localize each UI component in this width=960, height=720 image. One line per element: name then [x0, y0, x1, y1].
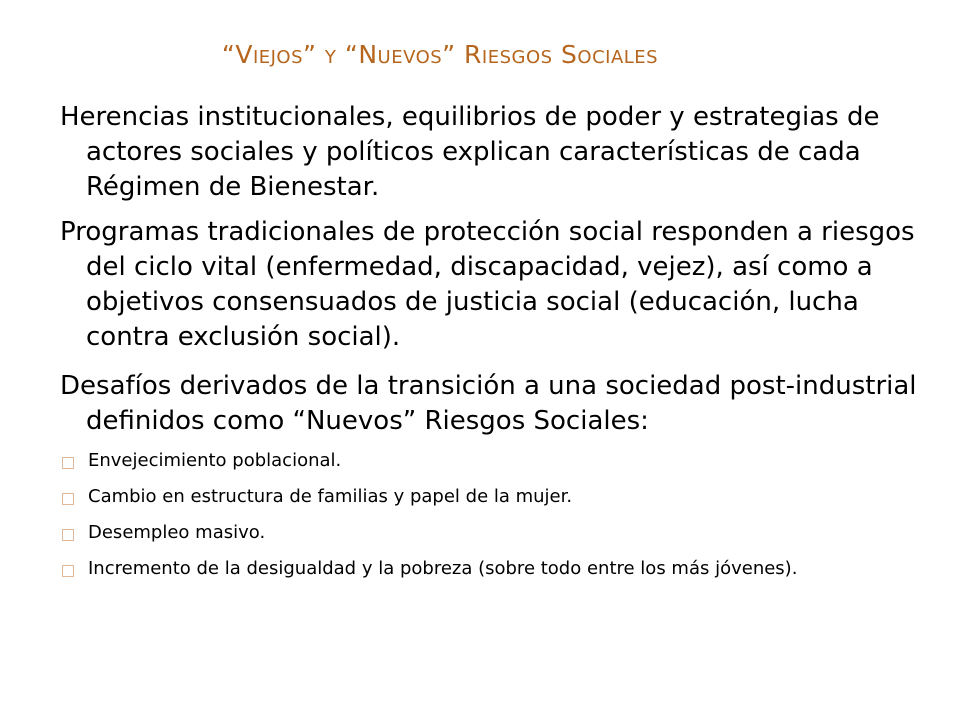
square-bullet-icon — [62, 493, 74, 505]
square-bullet-icon — [62, 565, 74, 577]
slide-title: “Viejos” y “Nuevos” Riesgos Sociales — [221, 40, 659, 69]
paragraph-programas: Programas tradicionales de protección social responden a riesgos del ciclo vital (enfermedad, discapacidad, vejez), así como a objetivos consensuados de justicia social (educación, lucha contra exclusión social). — [60, 217, 915, 352]
list-item — [60, 485, 920, 509]
list-item — [60, 449, 920, 473]
list-item-text: Incremento de la desigualdad y la pobreza (sobre todo entre los más jóvenes). — [88, 558, 798, 579]
paragraph-herencias: Herencias institucionales, equilibrios de poder y estrategias de actores sociales y políticos explican características de cada Régimen de Bienestar. — [60, 102, 880, 202]
paragraph-desafios: Desafíos derivados de la transición a una sociedad post-industrial definidos como “Nuevos” Riesgos Sociales: — [60, 371, 917, 436]
list-item-text: Cambio en estructura de familias y papel de la mujer. — [88, 486, 573, 507]
square-bullet-icon — [62, 457, 74, 469]
risk-list — [60, 449, 920, 581]
list-item-text: Envejecimiento poblacional. — [88, 450, 342, 471]
square-bullet-icon — [62, 529, 74, 541]
list-item — [60, 557, 920, 581]
slide-body — [60, 100, 920, 593]
list-item-text: Desempleo masivo. — [88, 522, 266, 543]
list-item — [60, 521, 920, 545]
